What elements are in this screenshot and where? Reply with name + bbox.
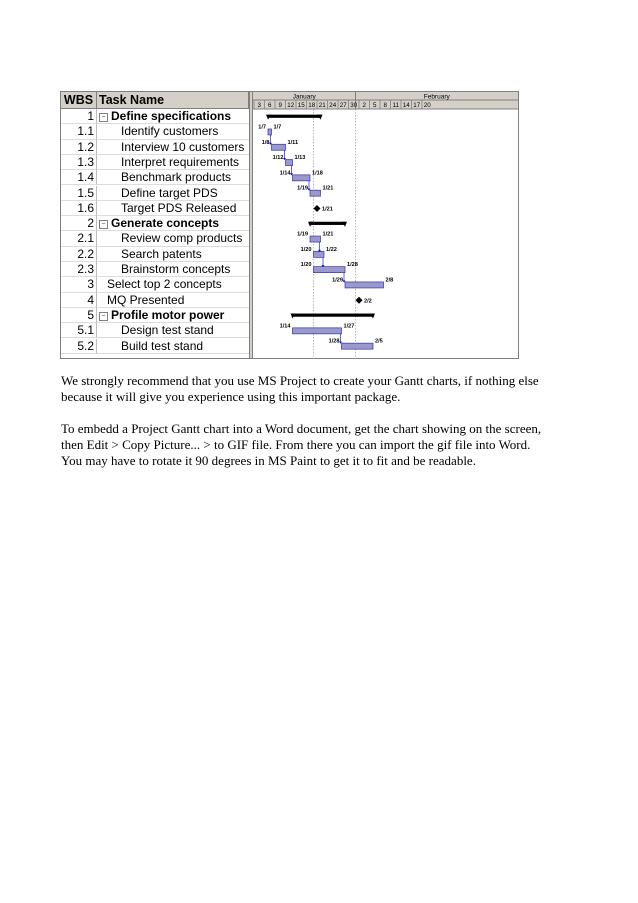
task-end-date-label: 1/27 <box>343 323 355 330</box>
task-name-cell <box>97 308 249 323</box>
task-row[interactable] <box>61 109 249 124</box>
task-name-cell <box>97 293 249 308</box>
collapse-icon[interactable]: − <box>99 312 108 321</box>
task-name-cell <box>97 277 249 292</box>
day-tick-label: 21 <box>318 102 326 109</box>
collapse-icon[interactable]: − <box>99 113 108 122</box>
milestone-date-label: 1/21 <box>322 206 333 213</box>
task-bar <box>293 175 311 181</box>
task-start-date-label: 1/19 <box>297 231 308 238</box>
task-name-column-header: Task Name <box>97 92 249 109</box>
task-name-text: Build test stand <box>121 338 204 353</box>
task-name-cell <box>97 262 249 277</box>
day-tick-label: 3 <box>257 102 261 109</box>
task-name-cell <box>97 186 249 201</box>
task-name-cell <box>97 155 249 170</box>
month-label: February <box>423 93 450 101</box>
task-name-cell <box>97 323 249 338</box>
task-end-date-label: 1/7 <box>273 124 282 131</box>
task-name-text: Generate concepts <box>111 216 220 231</box>
task-row[interactable] <box>61 323 249 338</box>
task-start-date-label: 1/14 <box>279 323 291 330</box>
gantt-task-table <box>61 92 249 358</box>
day-tick-label: 6 <box>268 102 272 109</box>
task-bar <box>293 328 342 334</box>
task-bar <box>345 282 384 288</box>
day-tick-label: 30 <box>350 102 358 109</box>
task-name-cell <box>97 124 249 139</box>
task-start-date-label: 1/29 <box>332 277 343 284</box>
gantt-timeline <box>253 92 518 358</box>
task-end-date-label: 1/11 <box>287 139 299 146</box>
task-row[interactable] <box>61 293 249 308</box>
task-start-date-label: 1/19 <box>297 185 308 192</box>
gantt-timeline-svg <box>253 92 518 358</box>
task-row[interactable] <box>61 140 249 155</box>
task-name-cell <box>97 216 249 231</box>
gantt-chart-image <box>60 91 519 359</box>
wbs-column-header: WBS <box>61 92 97 109</box>
task-row[interactable] <box>61 231 249 246</box>
task-bar <box>314 267 346 273</box>
task-name-cell <box>97 201 249 216</box>
task-row[interactable] <box>61 339 249 354</box>
wbs-cell: 2.3 <box>61 262 97 277</box>
task-start-date-label: 1/12 <box>272 155 284 162</box>
task-row[interactable] <box>61 186 249 201</box>
paragraph-recommendation: We strongly recommend that you use MS Project to create your Gantt charts, if nothing else because it will give you experience using this important package. <box>61 373 539 404</box>
task-end-date-label: 1/28 <box>347 262 358 269</box>
wbs-cell: 1.5 <box>61 186 97 201</box>
task-row[interactable] <box>61 201 249 216</box>
task-name-text: Identify customers <box>121 124 219 139</box>
task-name-text: Search patents <box>121 246 202 261</box>
task-name-cell <box>97 231 249 246</box>
task-name-text: Review comp products <box>121 231 243 246</box>
day-tick-label: 9 <box>278 102 282 109</box>
wbs-cell: 5.2 <box>61 339 97 354</box>
task-end-date-label: 1/21 <box>322 185 334 192</box>
task-bar <box>342 343 374 349</box>
day-tick-label: 8 <box>383 102 387 109</box>
task-end-date-label: 2/8 <box>385 277 394 284</box>
task-start-date-label: 1/7 <box>258 124 266 131</box>
wbs-cell: 5.1 <box>61 323 97 338</box>
summary-bar <box>268 115 321 118</box>
wbs-cell: 4 <box>61 293 97 308</box>
task-name-cell <box>97 247 249 262</box>
task-bar <box>310 190 321 196</box>
day-tick-label: 2 <box>362 102 366 109</box>
task-bar <box>268 129 272 135</box>
task-name-text: Define target PDS <box>121 185 218 200</box>
day-tick-label: 11 <box>392 102 399 109</box>
task-end-date-label: 1/13 <box>294 155 306 162</box>
task-name-text: Benchmark products <box>121 170 232 185</box>
wbs-cell: 1.4 <box>61 170 97 185</box>
task-row[interactable] <box>61 170 249 185</box>
day-tick-label: 24 <box>329 102 337 109</box>
day-tick-label: 18 <box>308 102 316 109</box>
task-row[interactable] <box>61 247 249 262</box>
summary-bar <box>293 314 374 317</box>
wbs-cell: 1.2 <box>61 140 97 155</box>
day-tick-label: 17 <box>413 102 421 109</box>
task-name-text: Design test stand <box>121 323 214 338</box>
task-name-cell <box>97 140 249 155</box>
wbs-cell: 5 <box>61 308 97 323</box>
task-name-cell <box>97 339 249 354</box>
task-start-date-label: 1/20 <box>300 262 312 269</box>
task-name-text: Target PDS Released <box>121 200 237 215</box>
wbs-cell: 3 <box>61 277 97 292</box>
task-row[interactable] <box>61 308 249 323</box>
task-end-date-label: 1/22 <box>326 246 337 253</box>
task-start-date-label: 1/14 <box>279 170 291 177</box>
task-name-text: Define specifications <box>111 109 232 123</box>
day-tick-label: 27 <box>339 102 347 109</box>
milestone-diamond <box>314 205 321 212</box>
day-tick-label: 15 <box>297 102 305 109</box>
wbs-cell: 2.2 <box>61 247 97 262</box>
task-end-date-label: 2/5 <box>375 338 383 345</box>
task-row[interactable] <box>61 155 249 170</box>
task-end-date-label: 1/18 <box>312 170 323 177</box>
collapse-icon[interactable]: − <box>99 220 108 229</box>
task-name-text: Profile motor power <box>111 307 225 322</box>
day-tick-label: 5 <box>373 102 377 109</box>
milestone-diamond <box>356 297 363 304</box>
task-bar <box>310 236 321 242</box>
paragraph-embed-instructions: To embedd a Project Gantt chart into a Word document, get the chart showing on the screen, then Edit > Copy Picture... > to GIF file. From there you can import the gif file into Word. You may have to rotate it 90 degrees in MS Paint to get it to fit and be readable. <box>61 421 542 468</box>
task-start-date-label: 1/28 <box>328 338 340 345</box>
wbs-cell: 1.3 <box>61 155 97 170</box>
day-tick-label: 14 <box>402 102 410 109</box>
wbs-cell: 1 <box>61 109 97 124</box>
task-name-text: Interview 10 customers <box>121 139 245 154</box>
task-name-text: Select top 2 concepts <box>107 277 222 292</box>
task-name-text: Brainstorm concepts <box>121 262 231 276</box>
task-row[interactable] <box>61 262 249 277</box>
task-bar <box>314 251 325 257</box>
wbs-cell: 1.1 <box>61 124 97 139</box>
task-bar <box>272 144 286 150</box>
task-start-date-label: 1/8 <box>261 139 270 146</box>
task-row[interactable] <box>61 124 249 139</box>
task-row[interactable] <box>61 216 249 231</box>
month-label: January <box>292 93 316 101</box>
task-end-date-label: 1/21 <box>322 231 334 238</box>
task-name-cell <box>97 170 249 185</box>
task-name-cell <box>97 109 249 124</box>
summary-bar <box>310 222 345 225</box>
milestone-date-label: 2/2 <box>364 298 372 305</box>
task-name-text: MQ Presented <box>107 292 185 307</box>
task-name-text: Interpret requirements <box>121 154 240 169</box>
wbs-cell: 2 <box>61 216 97 231</box>
day-tick-label: 20 <box>423 102 431 109</box>
wbs-cell: 2.1 <box>61 231 97 246</box>
wbs-cell: 1.6 <box>61 201 97 216</box>
day-tick-label: 12 <box>287 102 295 109</box>
task-bar <box>286 160 293 166</box>
task-start-date-label: 1/20 <box>300 246 312 253</box>
task-row[interactable] <box>61 277 249 292</box>
